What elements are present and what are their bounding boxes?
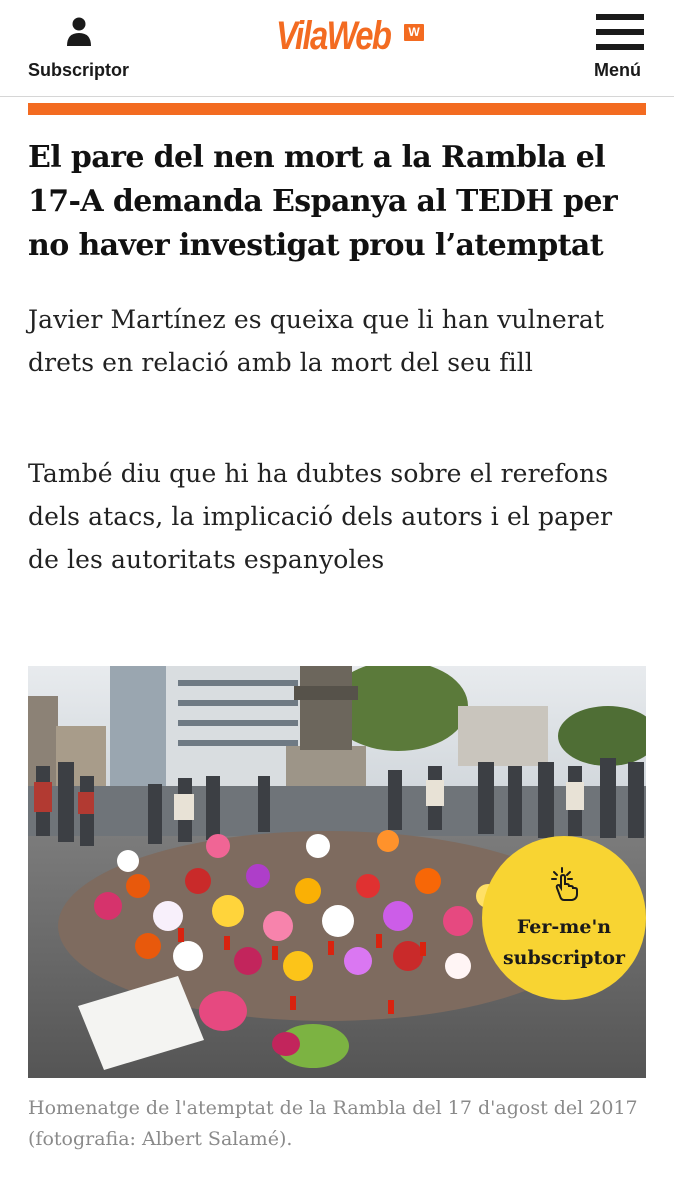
article-subhead: També diu que hi ha dubtes sobre el rerefons dels atacs, la implicació dels autors i el paper de les autoritats espanyoles bbox=[28, 459, 613, 574]
article-subhead: Javier Martínez es queixa que li han vulnerat drets en relació amb la mort del seu fill bbox=[28, 305, 605, 377]
site-header bbox=[0, 0, 674, 108]
subscriber-button[interactable] bbox=[28, 14, 140, 84]
hamburger-menu-icon bbox=[596, 14, 644, 54]
subscribe-cta-label: Fer-me'n subscriptor bbox=[502, 916, 626, 969]
menu-label: Menú bbox=[594, 60, 641, 80]
logo-badge: W bbox=[404, 24, 424, 41]
hand-pointer-icon bbox=[550, 866, 580, 902]
photo-caption: Homenatge de l'atemptat de la Rambla del 17 d'agost del 2017 (fotografia: Albert Salamé). bbox=[28, 1097, 638, 1150]
logo-text: VilaWeb bbox=[276, 14, 391, 58]
menu-button[interactable] bbox=[588, 12, 652, 86]
vilaweb-logo[interactable] bbox=[276, 14, 426, 76]
accent-bar bbox=[28, 103, 646, 115]
user-icon bbox=[64, 16, 94, 48]
header-divider bbox=[0, 96, 674, 97]
subscribe-cta-button[interactable] bbox=[482, 836, 646, 1000]
article-headline: El pare del nen mort a la Rambla el 17-A demanda Espanya al TEDH per no haver investigat prou l’atemptat bbox=[28, 140, 618, 263]
subscriber-label: Subscriptor bbox=[28, 60, 130, 80]
